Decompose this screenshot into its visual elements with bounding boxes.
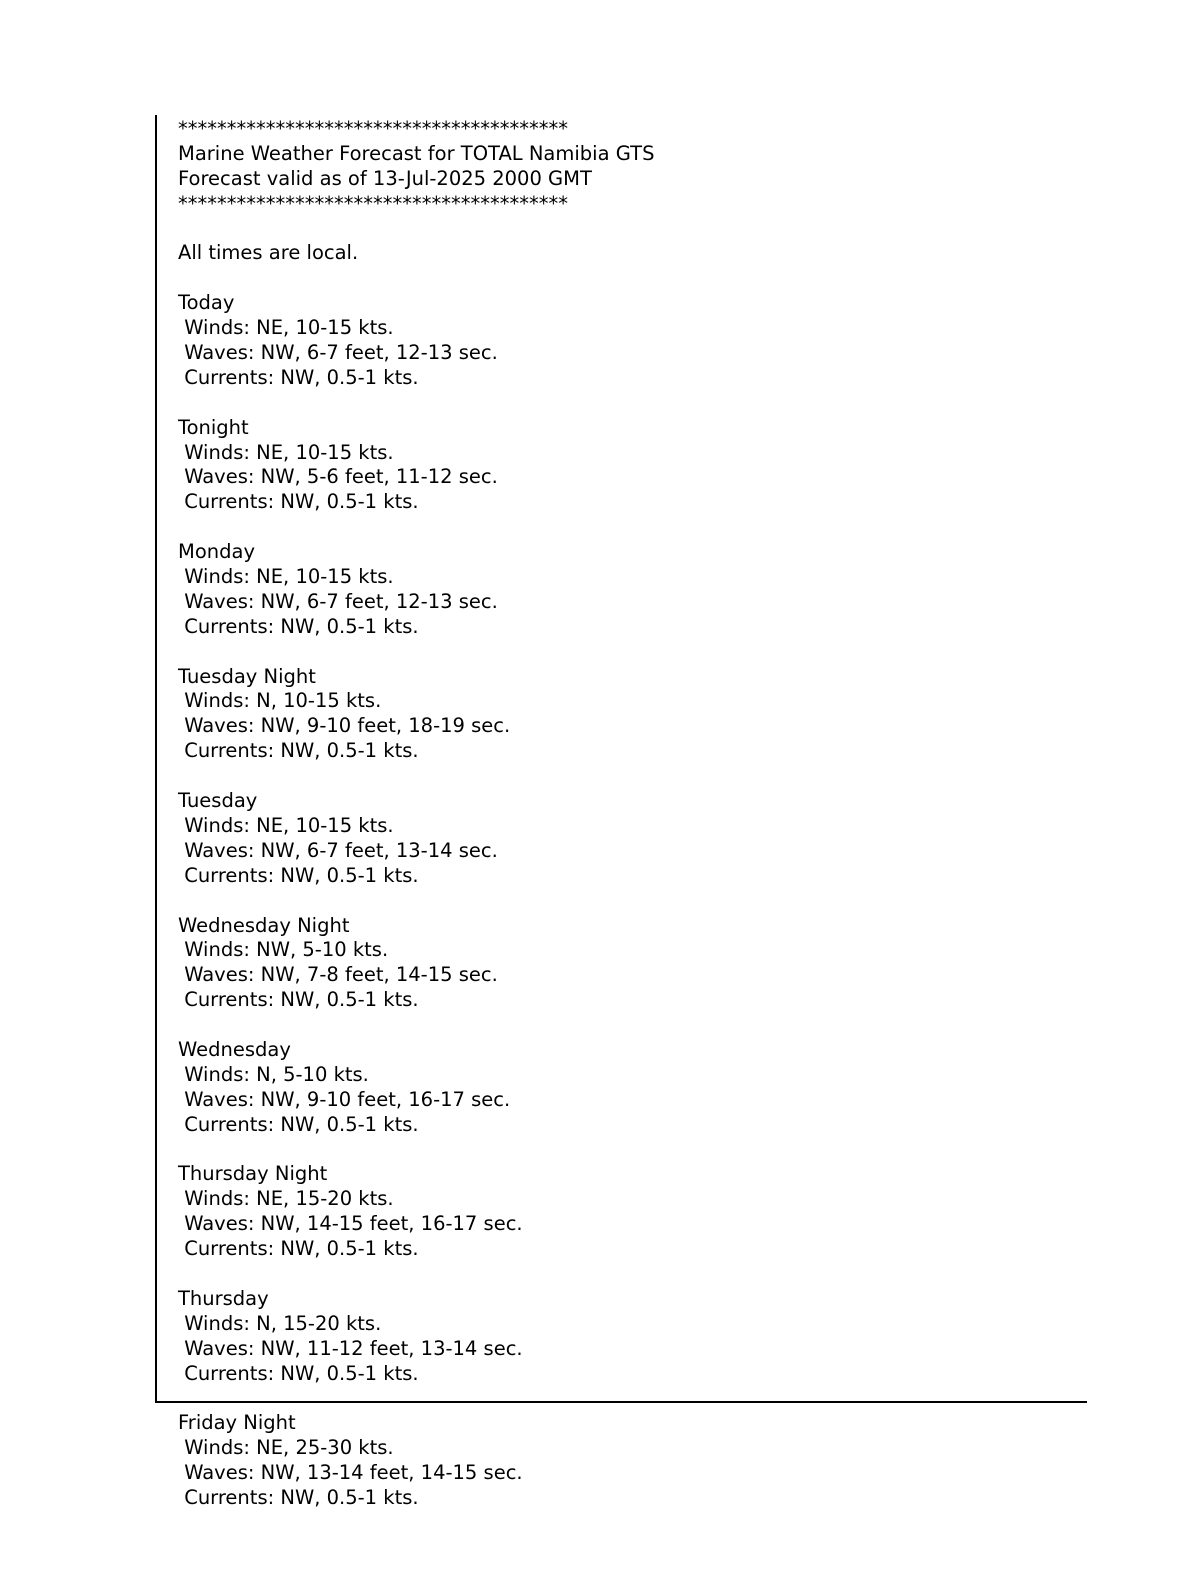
period-currents: Currents: NW, 0.5-1 kts. [178,739,419,763]
blank-line [178,1386,654,1411]
period-name: Tuesday Night [178,664,316,688]
period-name: Today [178,291,235,315]
period-name: Friday Night [178,1411,296,1435]
forecast-period [178,665,654,789]
period-currents: Currents: NW, 0.5-1 kts. [178,863,419,887]
blank-line [178,889,654,914]
blank-line [178,266,654,291]
period-name: Tonight [178,415,249,439]
period-currents: Currents: NW, 0.5-1 kts. [178,614,419,638]
period-winds: Winds: NE, 25-30 kts. [178,1436,394,1460]
period-winds: Winds: N, 10-15 kts. [178,689,382,713]
frame-border-left [155,115,157,1403]
period-currents: Currents: NW, 0.5-1 kts. [178,1112,419,1136]
period-waves: Waves: NW, 6-7 feet, 12-13 sec. [178,341,498,365]
forecast-note: All times are local. [178,241,359,265]
blank-line [178,1511,654,1536]
blank-line [178,1262,654,1287]
period-winds: Winds: NE, 10-15 kts. [178,440,394,464]
forecast-period [178,1411,654,1535]
blank-line [178,1013,654,1038]
period-winds: Winds: NE, 10-15 kts. [178,316,394,340]
period-currents: Currents: NW, 0.5-1 kts. [178,1237,419,1261]
period-winds: Winds: NE, 10-15 kts. [178,813,394,837]
forecast-text-block [178,117,654,1536]
period-name: Wednesday [178,1037,291,1061]
forecast-validity: Forecast valid as of 13-Jul-2025 2000 GMT [178,166,592,190]
period-name: Wednesday Night [178,913,350,937]
forecast-period [178,1038,654,1162]
blank-line [178,1138,654,1163]
separator-line: **************************************** [178,117,568,140]
period-name: Thursday Night [178,1162,328,1186]
forecast-period [178,914,654,1038]
forecast-period [178,789,654,913]
period-currents: Currents: NW, 0.5-1 kts. [178,365,419,389]
period-waves: Waves: NW, 13-14 feet, 14-15 sec. [178,1461,523,1485]
forecast-period [178,416,654,540]
period-name: Monday [178,540,255,564]
blank-line [178,640,654,665]
separator-line: **************************************** [178,191,568,215]
period-winds: Winds: NE, 10-15 kts. [178,565,394,589]
period-winds: Winds: NW, 5-10 kts. [178,938,389,962]
period-currents: Currents: NW, 0.5-1 kts. [178,1361,419,1385]
forecast-period [178,1162,654,1286]
period-waves: Waves: NW, 7-8 feet, 14-15 sec. [178,963,498,987]
period-currents: Currents: NW, 0.5-1 kts. [178,1485,419,1509]
period-waves: Waves: NW, 9-10 feet, 18-19 sec. [178,714,511,738]
blank-line [178,391,654,416]
forecast-period [178,540,654,664]
forecast-period [178,291,654,415]
period-currents: Currents: NW, 0.5-1 kts. [178,988,419,1012]
period-winds: Winds: N, 5-10 kts. [178,1062,369,1086]
blank-line [178,217,654,242]
period-name: Tuesday [178,789,258,813]
blank-line [178,764,654,789]
period-winds: Winds: NE, 15-20 kts. [178,1187,394,1211]
period-waves: Waves: NW, 14-15 feet, 16-17 sec. [178,1212,523,1236]
period-winds: Winds: N, 15-20 kts. [178,1311,382,1335]
blank-line [178,515,654,540]
period-currents: Currents: NW, 0.5-1 kts. [178,490,419,514]
period-waves: Waves: NW, 6-7 feet, 13-14 sec. [178,838,498,862]
period-waves: Waves: NW, 5-6 feet, 11-12 sec. [178,465,498,489]
period-waves: Waves: NW, 11-12 feet, 13-14 sec. [178,1336,523,1360]
forecast-title: Marine Weather Forecast for TOTAL Namibia GTS [178,141,655,165]
period-name: Thursday [178,1286,269,1310]
period-waves: Waves: NW, 6-7 feet, 12-13 sec. [178,589,498,613]
forecast-periods [178,291,654,1536]
period-waves: Waves: NW, 9-10 feet, 16-17 sec. [178,1087,511,1111]
forecast-period [178,1287,654,1411]
